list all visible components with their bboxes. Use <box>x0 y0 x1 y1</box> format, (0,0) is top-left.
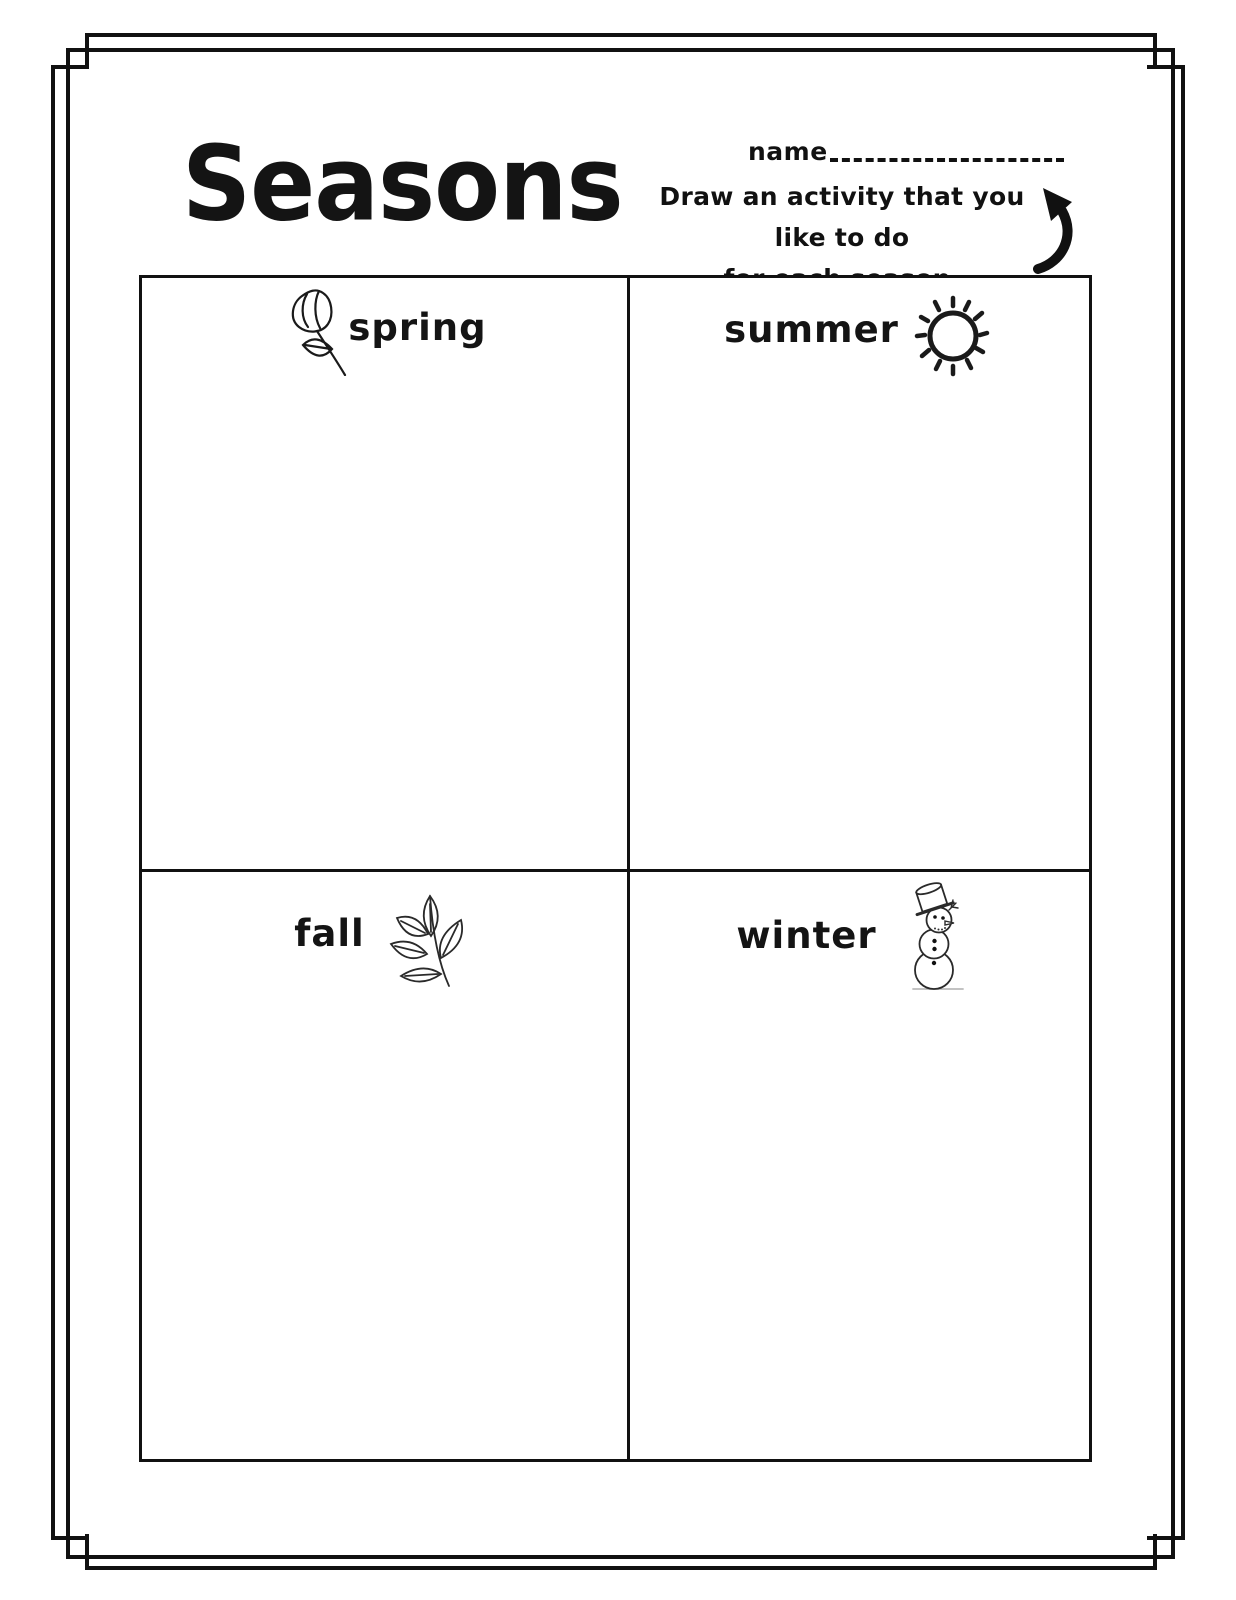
sun-icon <box>909 286 995 380</box>
fall-header <box>142 872 627 988</box>
drawing-area-summer[interactable] <box>630 380 1089 869</box>
season-label-spring: spring <box>348 306 487 349</box>
tulip-icon <box>282 286 348 376</box>
instructions-line-1: Draw an activity that you like to do <box>659 182 1025 252</box>
drawing-area-spring[interactable] <box>142 376 627 869</box>
season-label-summer: summer <box>724 308 899 351</box>
cell-summer <box>630 278 1089 869</box>
snowman-icon <box>889 880 983 994</box>
worksheet-title: Seasons <box>182 123 623 245</box>
cell-fall <box>142 872 627 1459</box>
drawing-area-winter[interactable] <box>630 994 1089 1459</box>
curved-up-arrow-icon <box>1022 178 1084 274</box>
name-fill-line[interactable] <box>830 157 1064 162</box>
leaf-branch-icon <box>379 880 475 988</box>
name-label: name <box>748 137 828 166</box>
season-label-winter: winter <box>736 914 877 957</box>
summer-header <box>630 278 1089 380</box>
spring-header <box>142 278 627 376</box>
cell-winter <box>630 872 1089 1459</box>
season-grid <box>139 275 1092 1462</box>
winter-header <box>630 872 1089 994</box>
name-field-row <box>748 130 1064 164</box>
season-label-fall: fall <box>294 912 365 955</box>
cell-spring <box>142 278 627 869</box>
drawing-area-fall[interactable] <box>142 988 627 1459</box>
